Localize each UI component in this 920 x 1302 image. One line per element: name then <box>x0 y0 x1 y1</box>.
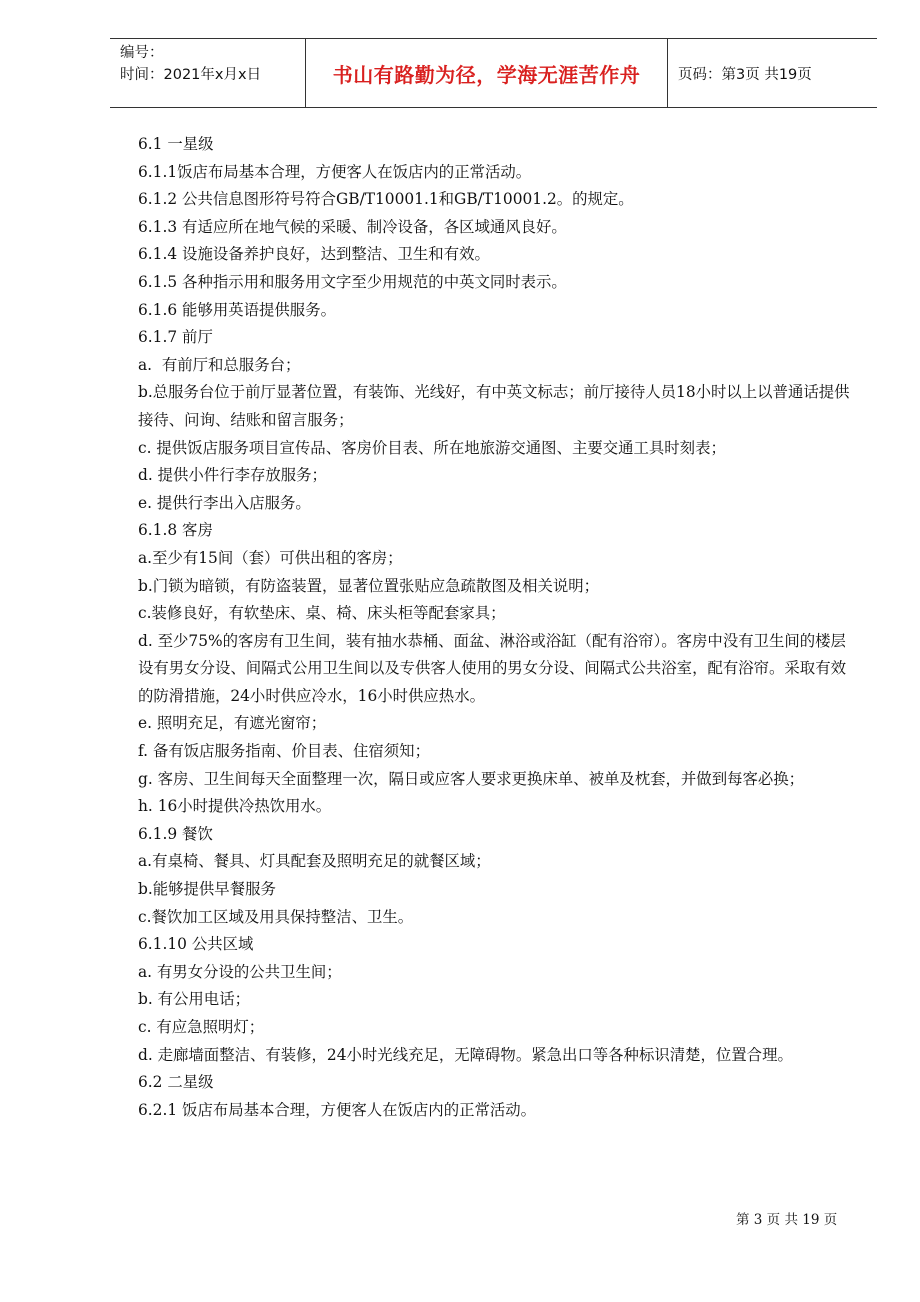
heading-dining: 6.1.9 餐饮 <box>138 824 213 843</box>
heading-front-hall: 6.1.7 前厅 <box>138 328 213 347</box>
document-body <box>138 131 851 1124</box>
list-item: a.有桌椅、餐具、灯具配套及照明充足的就餐区域； <box>138 852 491 871</box>
header-page-label: 页码：第3页 共19页 <box>678 66 812 83</box>
list-item: c. 有应急照明灯； <box>138 1018 265 1036</box>
list-item: d. 走廊墙面整洁、有装修，24小时光线充足，无障碍物。紧急出口等各种标识清楚，位置合理。 <box>138 1045 793 1064</box>
time-label: 时间：2021年x月x日 <box>120 67 262 83</box>
list-item: h. 16小时提供冷热饮用水。 <box>138 797 332 816</box>
heading-public-area: 6.1.10 公共区域 <box>138 935 254 954</box>
header-motto: 书山有路勤为径，学海无涯苦作舟 <box>306 39 668 107</box>
paragraph-line: 6.1.4 设施设备养护良好，达到整洁、卫生和有效。 <box>138 245 490 264</box>
paragraph-line: 6.1.6 能够用英语提供服务。 <box>138 300 336 319</box>
list-item: g. 客房、卫生间每天全面整理一次，隔日或应客人要求更换床单、被单及枕套，并做到每客必换； <box>138 769 805 788</box>
page-header <box>110 38 877 108</box>
list-item: c. 提供饭店服务项目宣传品、客房价目表、所在地旅游交通图、主要交通工具时刻表； <box>138 438 726 457</box>
heading-6-2: 6.2 二星级 <box>138 1073 214 1092</box>
list-item: c.装修良好，有软垫床、桌、椅、床头柜等配套家具； <box>138 604 506 623</box>
list-item: b.门锁为暗锁，有防盗装置，显著位置张贴应急疏散图及相关说明； <box>138 576 600 595</box>
list-item: c.餐饮加工区域及用具保持整洁、卫生。 <box>138 907 414 926</box>
paragraph-line: 6.1.3 有适应所在地气候的采暖、制冷设备，各区域通风良好。 <box>138 217 567 236</box>
paragraph-line: 6.1.5 各种指示用和服务用文字至少用规范的中英文同时表示。 <box>138 272 567 291</box>
list-item: f. 备有饭店服务指南、价目表、住宿须知； <box>138 742 430 761</box>
heading-6-1: 6.1 一星级 <box>138 135 214 153</box>
list-item: b.总服务台位于前厅显著位置，有装饰、光线好，有中英文标志；前厅接待人员18小时以上以普通话提供接待、问询、结账和留言服务； <box>138 383 850 429</box>
page-footer: 第 3 页 共 19 页 <box>736 1212 838 1228</box>
paragraph-line: 6.1.2 公共信息图形符号符合GB/T10001.1和GB/T10001.2。的规定。 <box>138 190 634 209</box>
list-item: a. 有男女分设的公共卫生间； <box>138 962 342 981</box>
list-item: d. 至少75%的客房有卫生间，装有抽水恭桶、面盆、淋浴或浴缸（配有浴帘）。客房中没有卫生间的楼层设有男女分设、间隔式公用卫生间以及专供客人使用的男女分设、间隔式公共浴室，配有浴帘。采取有效的防滑措施，24小时供应冷水，16小时供应热水。 <box>138 631 846 705</box>
list-item: d. 提供小件行李存放服务； <box>138 466 327 485</box>
list-item: e. 照明充足，有遮光窗帘； <box>138 714 327 733</box>
paragraph-line: 6.2.1 饭店布局基本合理，方便客人在饭店内的正常活动。 <box>138 1100 537 1119</box>
list-item: a. 有前厅和总服务台； <box>138 355 301 374</box>
list-item: e. 提供行李出入店服务。 <box>138 493 311 512</box>
list-item: a.至少有15间（套）可供出租的客房； <box>138 548 403 567</box>
paragraph-line: 6.1.1饭店布局基本合理，方便客人在饭店内的正常活动。 <box>138 162 532 181</box>
number-label: 编号： <box>120 45 164 61</box>
header-meta <box>110 39 306 107</box>
heading-guest-rooms: 6.1.8 客房 <box>138 521 213 540</box>
list-item: b. 有公用电话； <box>138 990 250 1009</box>
list-item: b.能够提供早餐服务 <box>138 880 276 899</box>
